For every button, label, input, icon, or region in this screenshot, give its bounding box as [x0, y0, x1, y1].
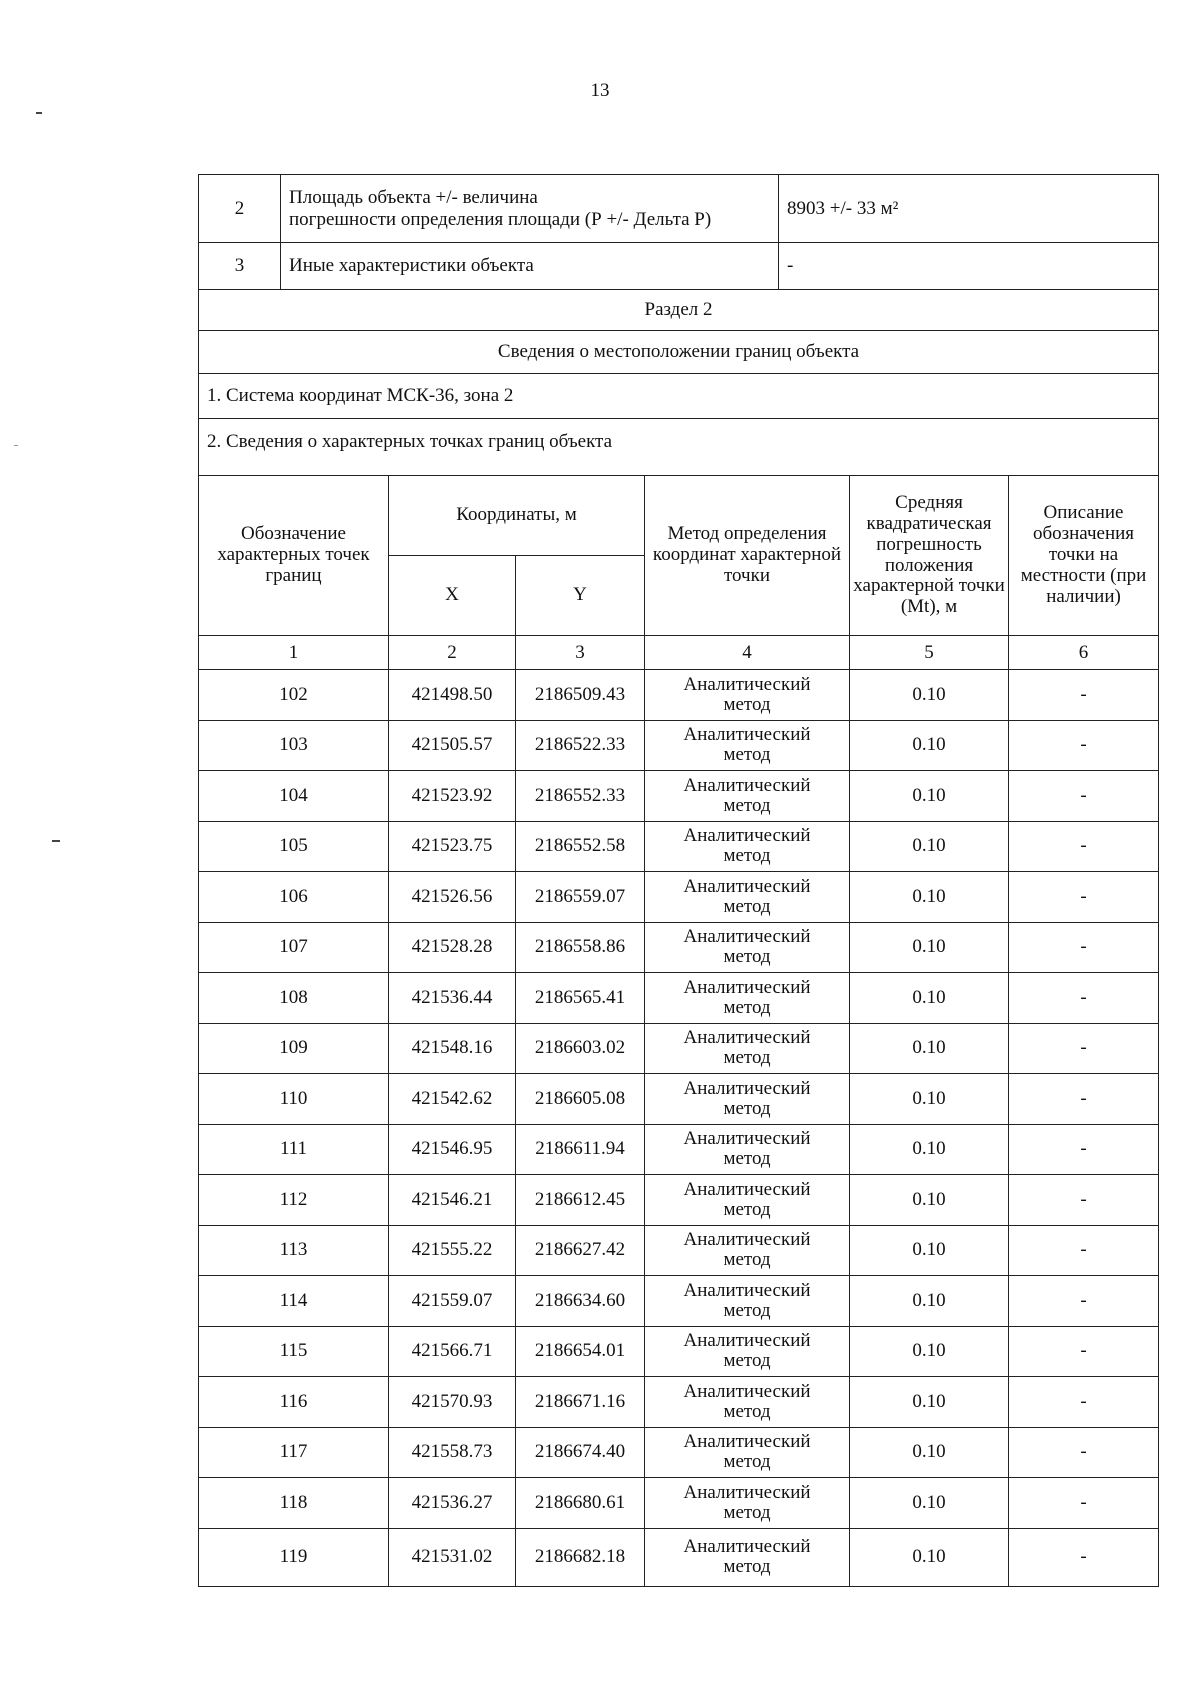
col-number: 4 — [645, 636, 850, 670]
points-body — [199, 670, 1159, 1587]
point-x: 421555.22 — [389, 1225, 516, 1276]
column-number-row — [199, 636, 1159, 670]
method-line: метод — [723, 1047, 771, 1069]
point-id: 118 — [199, 1478, 389, 1529]
point-x: 421566.71 — [389, 1326, 516, 1377]
point-mt: 0.10 — [850, 720, 1009, 771]
point-x: 421505.57 — [389, 720, 516, 771]
method-line: метод — [723, 1350, 771, 1372]
point-id: 114 — [199, 1276, 389, 1327]
point-x: 421523.92 — [389, 771, 516, 822]
point-mt: 0.10 — [850, 1225, 1009, 1276]
point-mt: 0.10 — [850, 973, 1009, 1024]
point-y: 2186552.33 — [516, 771, 645, 822]
point-description: - — [1009, 1124, 1159, 1175]
row-number: 3 — [199, 243, 281, 290]
method-line: метод — [723, 744, 771, 766]
point-method — [645, 1074, 850, 1125]
point-id: 105 — [199, 821, 389, 872]
point-x: 421546.95 — [389, 1124, 516, 1175]
point-x: 421526.56 — [389, 872, 516, 923]
table-row — [199, 1225, 1159, 1276]
section-title: Раздел 2 — [199, 290, 1159, 331]
method-line: Аналитический — [683, 1481, 811, 1503]
point-x: 421546.21 — [389, 1175, 516, 1226]
point-id: 115 — [199, 1326, 389, 1377]
method-line: Аналитический — [683, 1027, 811, 1049]
point-id: 112 — [199, 1175, 389, 1226]
point-method — [645, 1326, 850, 1377]
method-line: Аналитический — [683, 1077, 811, 1099]
point-method — [645, 821, 850, 872]
scan-artifact — [52, 840, 60, 842]
point-description: - — [1009, 1528, 1159, 1586]
point-method — [645, 1528, 850, 1586]
header-description: Описание обозначения точки на местности (при наличии) — [1009, 476, 1159, 636]
point-description: - — [1009, 1427, 1159, 1478]
method-line: Аналитический — [683, 825, 811, 847]
point-method — [645, 1225, 850, 1276]
table-row — [199, 1377, 1159, 1428]
table-row — [199, 1528, 1159, 1586]
coordinate-system: 1. Система координат МСК-36, зона 2 — [199, 374, 1159, 419]
point-y: 2186627.42 — [516, 1225, 645, 1276]
method-line: Аналитический — [683, 1330, 811, 1352]
header-error: Средняя квадратическая погрешность положения характерной точки (Mt), м — [850, 476, 1009, 636]
point-method — [645, 1124, 850, 1175]
point-x: 421536.27 — [389, 1478, 516, 1529]
point-id: 116 — [199, 1377, 389, 1428]
point-description: - — [1009, 973, 1159, 1024]
method-line: Аналитический — [683, 976, 811, 998]
point-description: - — [1009, 872, 1159, 923]
point-mt: 0.10 — [850, 1326, 1009, 1377]
point-mt: 0.10 — [850, 1377, 1009, 1428]
section-subtitle: Сведения о местоположении границ объекта — [199, 331, 1159, 374]
point-x: 421559.07 — [389, 1276, 516, 1327]
col-number: 6 — [1009, 636, 1159, 670]
point-x: 421531.02 — [389, 1528, 516, 1586]
point-y: 2186605.08 — [516, 1074, 645, 1125]
table-row — [199, 1478, 1159, 1529]
point-description: - — [1009, 771, 1159, 822]
point-description: - — [1009, 1175, 1159, 1226]
point-y: 2186682.18 — [516, 1528, 645, 1586]
point-id: 108 — [199, 973, 389, 1024]
point-y: 2186654.01 — [516, 1326, 645, 1377]
table-row — [199, 720, 1159, 771]
point-id: 103 — [199, 720, 389, 771]
method-line: Аналитический — [683, 1536, 811, 1558]
header-x: X — [389, 556, 516, 636]
point-y: 2186671.16 — [516, 1377, 645, 1428]
point-y: 2186509.43 — [516, 670, 645, 721]
method-line: метод — [723, 845, 771, 867]
point-y: 2186522.33 — [516, 720, 645, 771]
point-mt: 0.10 — [850, 872, 1009, 923]
point-description: - — [1009, 1478, 1159, 1529]
point-method — [645, 1175, 850, 1226]
table-row — [199, 1326, 1159, 1377]
method-line: метод — [723, 1299, 771, 1321]
point-y: 2186680.61 — [516, 1478, 645, 1529]
method-line: Аналитический — [683, 1229, 811, 1251]
point-description: - — [1009, 1326, 1159, 1377]
table-row — [199, 922, 1159, 973]
header-coordinates: Координаты, м — [389, 476, 645, 556]
point-mt: 0.10 — [850, 1528, 1009, 1586]
points-heading: 2. Сведения о характерных точках границ объекта — [199, 419, 1159, 476]
other-characteristics-row — [199, 243, 1159, 290]
point-mt: 0.10 — [850, 771, 1009, 822]
point-y: 2186558.86 — [516, 922, 645, 973]
point-method — [645, 872, 850, 923]
row-number: 2 — [199, 175, 281, 243]
point-description: - — [1009, 1225, 1159, 1276]
header-designation: Обозначение характерных точек границ — [199, 476, 389, 636]
point-mt: 0.10 — [850, 1175, 1009, 1226]
method-line: Аналитический — [683, 1178, 811, 1200]
scan-artifact — [36, 112, 42, 114]
point-method — [645, 1023, 850, 1074]
method-line: Аналитический — [683, 1380, 811, 1402]
point-y: 2186611.94 — [516, 1124, 645, 1175]
method-line: Аналитический — [683, 724, 811, 746]
point-mt: 0.10 — [850, 1276, 1009, 1327]
point-description: - — [1009, 821, 1159, 872]
method-line: метод — [723, 1249, 771, 1271]
point-id: 109 — [199, 1023, 389, 1074]
col-number: 3 — [516, 636, 645, 670]
table-row — [199, 973, 1159, 1024]
point-method — [645, 720, 850, 771]
method-line: метод — [723, 1148, 771, 1170]
point-description: - — [1009, 1023, 1159, 1074]
point-y: 2186565.41 — [516, 973, 645, 1024]
point-id: 119 — [199, 1528, 389, 1586]
point-id: 117 — [199, 1427, 389, 1478]
point-method — [645, 771, 850, 822]
method-line: метод — [723, 1097, 771, 1119]
scan-artifact — [14, 445, 18, 446]
point-id: 107 — [199, 922, 389, 973]
point-x: 421542.62 — [389, 1074, 516, 1125]
area-row — [199, 175, 1159, 243]
method-line: метод — [723, 794, 771, 816]
point-method — [645, 670, 850, 721]
table-row — [199, 771, 1159, 822]
table-row — [199, 1427, 1159, 1478]
point-mt: 0.10 — [850, 922, 1009, 973]
table-row — [199, 1023, 1159, 1074]
table-row — [199, 1074, 1159, 1125]
point-method — [645, 1377, 850, 1428]
point-description: - — [1009, 720, 1159, 771]
point-description: - — [1009, 1074, 1159, 1125]
table-row — [199, 821, 1159, 872]
method-line: Аналитический — [683, 1279, 811, 1301]
method-line: метод — [723, 996, 771, 1018]
point-id: 110 — [199, 1074, 389, 1125]
point-y: 2186603.02 — [516, 1023, 645, 1074]
method-line: Аналитический — [683, 926, 811, 948]
method-line: Аналитический — [683, 1128, 811, 1150]
point-mt: 0.10 — [850, 1074, 1009, 1125]
other-characteristics-value: - — [779, 243, 1159, 290]
point-x: 421528.28 — [389, 922, 516, 973]
table-row — [199, 1124, 1159, 1175]
point-description: - — [1009, 670, 1159, 721]
point-mt: 0.10 — [850, 821, 1009, 872]
method-line: Аналитический — [683, 1431, 811, 1453]
point-y: 2186559.07 — [516, 872, 645, 923]
method-line: метод — [723, 693, 771, 715]
method-line: метод — [723, 1198, 771, 1220]
method-line: метод — [723, 895, 771, 917]
method-line: Аналитический — [683, 673, 811, 695]
method-line: Аналитический — [683, 875, 811, 897]
point-x: 421498.50 — [389, 670, 516, 721]
method-line: метод — [723, 1556, 771, 1577]
header-method: Метод определения координат характерной точки — [645, 476, 850, 636]
point-x: 421570.93 — [389, 1377, 516, 1428]
method-line: метод — [723, 1501, 771, 1523]
point-method — [645, 1478, 850, 1529]
point-x: 421523.75 — [389, 821, 516, 872]
point-y: 2186552.58 — [516, 821, 645, 872]
point-description: - — [1009, 1276, 1159, 1327]
point-id: 111 — [199, 1124, 389, 1175]
point-description: - — [1009, 1377, 1159, 1428]
table-row — [199, 872, 1159, 923]
point-id: 104 — [199, 771, 389, 822]
point-method — [645, 1427, 850, 1478]
col-number: 5 — [850, 636, 1009, 670]
point-x: 421536.44 — [389, 973, 516, 1024]
area-value: 8903 +/- 33 м² — [779, 175, 1159, 243]
table-row — [199, 670, 1159, 721]
other-characteristics-label: Иные характеристики объекта — [281, 243, 779, 290]
method-line: метод — [723, 946, 771, 968]
point-id: 102 — [199, 670, 389, 721]
point-y: 2186674.40 — [516, 1427, 645, 1478]
point-mt: 0.10 — [850, 1023, 1009, 1074]
point-mt: 0.10 — [850, 670, 1009, 721]
area-label: Площадь объекта +/- величина погрешности определения площади (Р +/- Дельта Р) — [281, 175, 779, 243]
point-method — [645, 922, 850, 973]
point-method — [645, 973, 850, 1024]
method-line: Аналитический — [683, 774, 811, 796]
point-y: 2186634.60 — [516, 1276, 645, 1327]
method-line: метод — [723, 1451, 771, 1473]
point-id: 106 — [199, 872, 389, 923]
table-row — [199, 1276, 1159, 1327]
col-number: 1 — [199, 636, 389, 670]
point-description: - — [1009, 922, 1159, 973]
page-number: 13 — [590, 80, 610, 101]
table-row — [199, 1175, 1159, 1226]
point-method — [645, 1276, 850, 1327]
col-number: 2 — [389, 636, 516, 670]
point-id: 113 — [199, 1225, 389, 1276]
object-info-table — [198, 174, 1159, 476]
method-line: метод — [723, 1400, 771, 1422]
point-mt: 0.10 — [850, 1427, 1009, 1478]
boundary-points-table — [198, 475, 1159, 1587]
point-mt: 0.10 — [850, 1124, 1009, 1175]
point-y: 2186612.45 — [516, 1175, 645, 1226]
header-y: Y — [516, 556, 645, 636]
point-x: 421558.73 — [389, 1427, 516, 1478]
point-x: 421548.16 — [389, 1023, 516, 1074]
point-mt: 0.10 — [850, 1478, 1009, 1529]
